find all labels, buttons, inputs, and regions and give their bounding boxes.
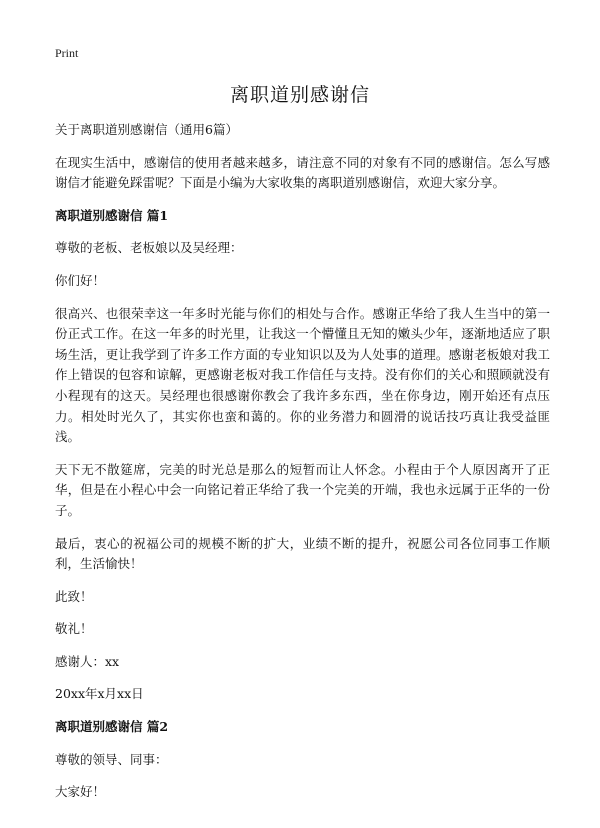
signature: 感谢人：xx xyxy=(55,653,120,669)
body-paragraph-3: 最后，衷心的祝福公司的规模不断的扩大，业绩不断的提升，祝愿公司各位同事工作顺利，生活愉快！ xyxy=(55,535,550,572)
closing-line-2: 敬礼！ xyxy=(55,621,93,637)
greeting-1: 你们好！ xyxy=(55,272,106,288)
salutation-2: 尊敬的领导、同事： xyxy=(55,751,168,767)
section-heading-2: 离职道别感谢信 篇2 xyxy=(55,719,169,735)
page-title: 离职道别感谢信 xyxy=(229,84,370,106)
body-paragraph-2: 天下无不散筵席，完美的时光总是那么的短暂而让人怀念。小程由于个人原因离开了正华，但是在小程心中会一向铭记着正华给了我一个完美的开端，我也永远属于正华的一份子。 xyxy=(55,461,550,518)
subtitle: 关于离职道别感谢信（通用6篇） xyxy=(55,122,238,137)
intro-paragraph: 在现实生活中，感谢信的使用者越来越多，请注意不同的对象有不同的感谢信。怎么写感谢信才能避免踩雷呢？下面是小编为大家收集的离职道别感谢信，欢迎大家分享。 xyxy=(55,154,550,191)
closing-line-1: 此致！ xyxy=(55,588,93,604)
print-link[interactable]: Print xyxy=(55,46,79,60)
section-heading-1: 离职道别感谢信 篇1 xyxy=(55,207,169,223)
body-paragraph-1: 很高兴、也很荣幸这一年多时光能与你们的相处与合作。感谢正华给了我人生当中的第一份正式工作。在这一年多的时光里，让我这一个懵懂且无知的嫩头少年，逐渐地适应了职场生活，更让我学到了许多工作方面的专业知识以及为人处事的道理。感谢老板娘对我工作上错误的包容和谅解，更感谢老板对我工作信任与支持。没有你们的关心和照顾就没有小程现有的这天。吴经理也很感谢你教会了我许多东西，坐在你身边，刚开始还有点压力。相处时光久了，其实你也蛮和蔼的。你的业务潜力和圆滑的说话技巧真让我受益匪浅。 xyxy=(55,305,550,445)
article-body xyxy=(55,120,550,815)
salutation-1: 尊敬的老板、老板娘以及吴经理： xyxy=(55,240,243,256)
greeting-2: 大家好！ xyxy=(55,784,106,800)
date: 20xx年x月xx日 xyxy=(55,686,144,702)
